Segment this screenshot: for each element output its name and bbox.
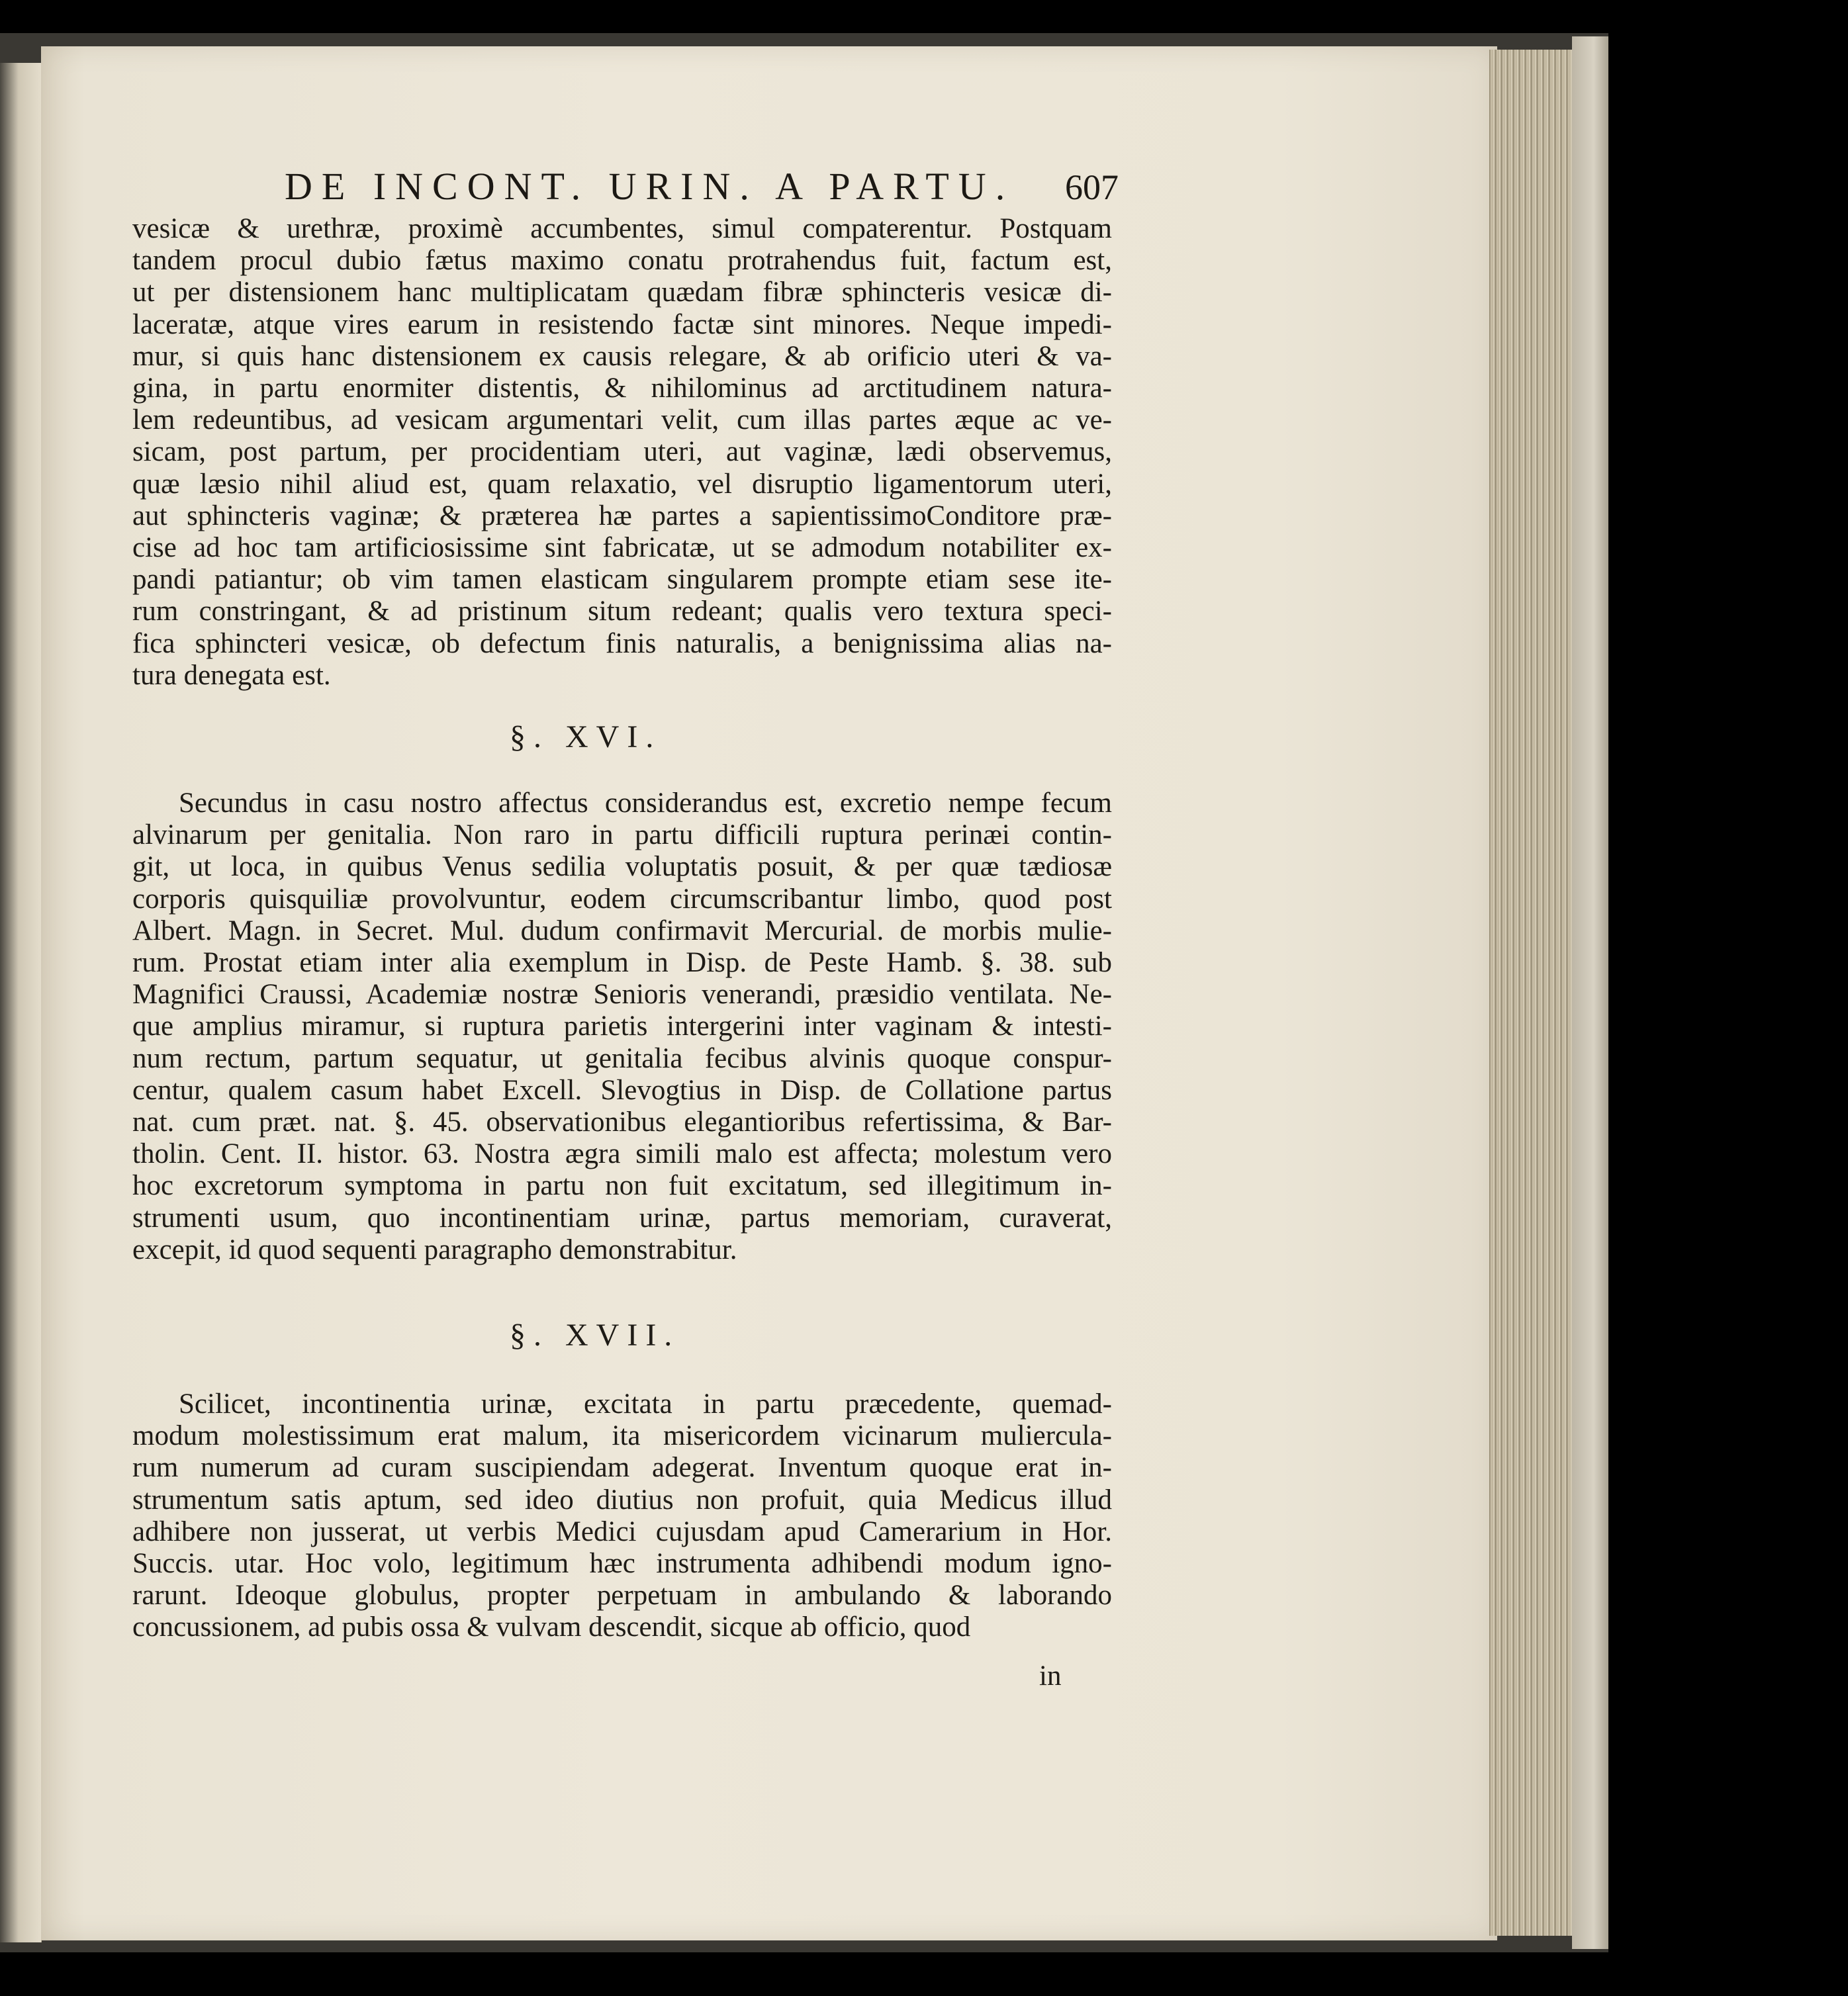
section-heading-xvi: §. XVI. [510, 719, 662, 754]
text-line: pandi patiantur; ob vim tamen elasticam singularem prompte etiam sese ite- [132, 564, 1112, 596]
text-line: tholin. Cent. II. histor. 63. Nostra ægra simili malo est affecta; molestum vero [132, 1138, 1112, 1170]
text-line: centur, qualem casum habet Excell. Slevogtius in Disp. de Collatione partus [132, 1074, 1112, 1106]
text-line: nat. cum præt. nat. §. 45. observationibus elegantioribus refertissima, & Bar- [132, 1107, 1112, 1138]
text-line: rarunt. Ideoque globulus, propter perpetuam in ambulando & laborando [132, 1580, 1112, 1611]
text-line: Magnifici Craussi, Academiæ nostræ Senioris venerandi, præsidio ventilata. Ne- [132, 979, 1112, 1011]
text-line: excepit, id quod sequenti paragrapho demonstrabitur. [132, 1234, 737, 1265]
running-title: DE INCONT. URIN. A PARTU. [285, 165, 1015, 208]
text-line: rum. Prostat etiam inter alia exemplum in Disp. de Peste Hamb. §. 38. sub [132, 947, 1112, 979]
text-line: fica sphincteri vesicæ, ob defectum finis naturalis, a benignissima alias na- [132, 627, 1112, 659]
text-line: sicam, post partum, per procidentiam uteri, aut vaginæ, lædi observemus, [132, 436, 1112, 468]
text-line: tandem procul dubio fætus maximo conatu protrahendus fuit, factum est, [132, 245, 1112, 277]
text-line: gina, in partu enormiter distentis, & nihilominus ad arctitudinem natura- [132, 373, 1112, 404]
text-line: vesicæ & urethræ, proximè accumbentes, simul compaterentur. Postquam [132, 213, 1112, 244]
text-line: alvinarum per genitalia. Non raro in partu difficili ruptura perinæi contin- [132, 819, 1112, 851]
text-line: strumenti usum, quo incontinentiam urinæ, partus memoriam, curaverat, [132, 1202, 1112, 1234]
text-line: adhibere non jusserat, ut verbis Medici cujusdam apud Camerarium in Hor. [132, 1516, 1112, 1547]
text-line: que amplius miramur, si ruptura parietis intergerini inter vaginam & intesti- [132, 1011, 1112, 1042]
text-line: rum constringant, & ad pristinum situm redeant; qualis vero textura speci- [132, 596, 1112, 627]
text-line: git, ut loca, in quibus Venus sedilia voluptatis posuit, & per quæ tædiosæ [132, 851, 1112, 883]
paragraph-block-2 [132, 788, 1112, 1266]
page-number: 607 [1065, 167, 1119, 207]
text-line: modum molestissimum erat malum, ita misericordem vicinarum muliercula- [132, 1420, 1112, 1452]
text-line: concussionem, ad pubis ossa & vulvam descendit, sicque ab officio, quod [132, 1611, 971, 1643]
running-header [285, 164, 1119, 210]
text-line: ut per distensionem hanc multiplicatam quædam fibræ sphincteris vesicæ di- [132, 277, 1112, 308]
text-line: Albert. Magn. in Secret. Mul. dudum confirmavit Mercurial. de morbis mulie- [132, 915, 1112, 946]
text-line: mur, si quis hanc distensionem ex causis relegare, & ab orificio uteri & va- [132, 340, 1112, 372]
text-line: corporis quisquiliæ provolvuntur, eodem circumscribantur limbo, quod post [132, 883, 1112, 915]
text-line: laceratæ, atque vires earum in resistendo factæ sint minores. Neque impedi- [132, 308, 1112, 340]
text-line: tura denegata est. [132, 659, 331, 691]
book-cover-edge [1572, 36, 1608, 1949]
facing-page-edge [0, 63, 42, 1942]
text-line: aut sphincteris vaginæ; & præterea hæ partes a sapientissimoConditore præ- [132, 500, 1112, 531]
text-line: Scilicet, incontinentia urinæ, excitata in partu præcedente, quemad- [179, 1388, 1112, 1420]
text-line: Succis. utar. Hoc volo, legitimum hæc instrumenta adhibendi modum igno- [132, 1548, 1112, 1580]
text-line: cise ad hoc tam artificiosissime sint fabricatæ, ut se admodum notabiliter ex- [132, 532, 1112, 564]
text-line: hoc excretorum symptoma in partu non fuit excitatum, sed illegitimum in- [132, 1170, 1112, 1202]
text-line: quæ læsio nihil aliud est, quam relaxatio, vel disruptio ligamentorum uteri, [132, 468, 1112, 500]
page-block-edges [1489, 50, 1575, 1936]
text-line: num rectum, partum sequatur, ut genitalia fecibus alvinis quoque conspur- [132, 1042, 1112, 1074]
text-line: strumentum satis aptum, sed ideo diutius non profuit, quia Medicus illud [132, 1484, 1112, 1516]
catchword: in [1039, 1660, 1062, 1692]
text-line: rum numerum ad curam suscipiendam adegerat. Inventum quoque erat in- [132, 1452, 1112, 1484]
paragraph-block-3 [132, 1388, 1112, 1644]
paragraph-block-1 [132, 213, 1112, 692]
text-line: Secundus in casu nostro affectus considerandus est, excretio nempe fecum [179, 788, 1112, 819]
text-line: lem redeuntibus, ad vesicam argumentari velit, cum illas partes æque ac ve- [132, 404, 1112, 436]
section-heading-xvii: §. XVII. [510, 1318, 680, 1353]
